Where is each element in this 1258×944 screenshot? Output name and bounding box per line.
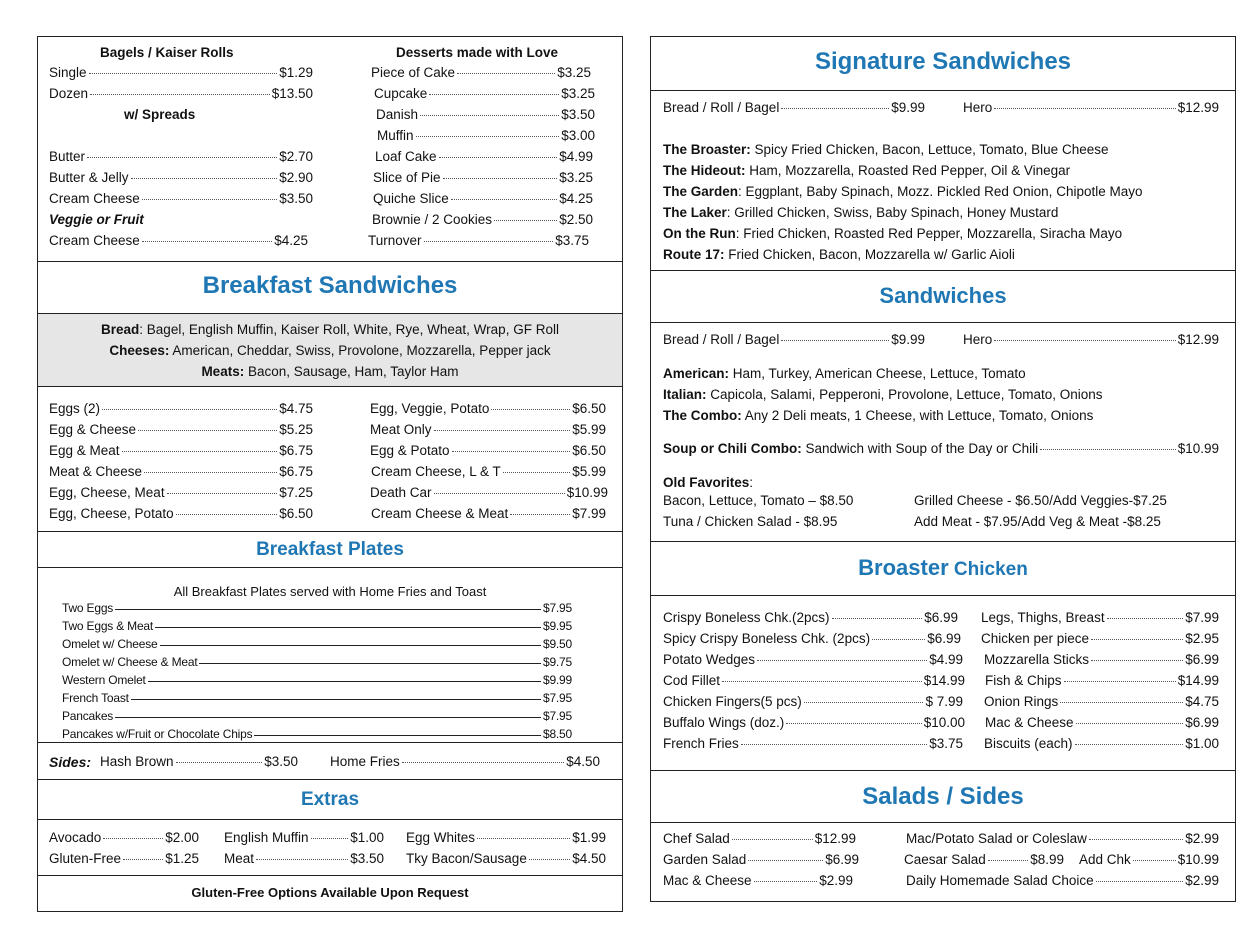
menu-item: Egg & Cheese $5.25 bbox=[49, 422, 313, 437]
menu-item: Caesar Salad $8.99 bbox=[904, 852, 1064, 867]
menu-item: Spicy Crispy Boneless Chk. (2pcs) $6.99 bbox=[663, 631, 961, 646]
menu-item: Bread / Roll / Bagel $9.99 bbox=[663, 100, 925, 115]
menu-item: Dozen $13.50 bbox=[49, 86, 313, 101]
menu-item: Piece of Cake $3.25 bbox=[371, 65, 591, 80]
menu-item: Mac & Cheese $6.99 bbox=[985, 715, 1219, 730]
menu-item: Slice of Pie $3.25 bbox=[373, 170, 593, 185]
sandwich-desc: The Broaster: Spicy Fried Chicken, Bacon, Lettuce, Tomato, Blue Cheese bbox=[663, 142, 1109, 157]
menu-item: Potato Wedges $4.99 bbox=[663, 652, 963, 667]
menu-item: Omelet w/ Cheese & Meat $9.75 bbox=[62, 655, 572, 669]
menu-item: Quiche Slice $4.25 bbox=[373, 191, 593, 206]
menu-item: Egg, Cheese, Meat $7.25 bbox=[49, 485, 313, 500]
menu-item: Cod Fillet $14.99 bbox=[663, 673, 965, 688]
menu-item: Meat & Cheese $6.75 bbox=[49, 464, 313, 479]
sandwich-desc: The Garden: Eggplant, Baby Spinach, Mozz. Pickled Red Onion, Chipotle Mayo bbox=[663, 184, 1143, 199]
meat-options: Meats: Bacon, Sausage, Ham, Taylor Ham bbox=[201, 364, 459, 379]
menu-item: Egg & Potato $6.50 bbox=[370, 443, 606, 458]
bagels-heading: Bagels / Kaiser Rolls bbox=[100, 45, 234, 60]
bagels-desserts-section bbox=[38, 37, 622, 261]
veggie-heading: Veggie or Fruit bbox=[49, 212, 144, 227]
menu-item: Turnover $3.75 bbox=[368, 233, 589, 248]
menu-item: Chicken Fingers(5 pcs) $ 7.99 bbox=[663, 694, 963, 709]
menu-item: Bread / Roll / Bagel $9.99 bbox=[663, 332, 925, 347]
menu-item: Mac/Potato Salad or Coleslaw $2.99 bbox=[906, 831, 1219, 846]
menu-item: Muffin $3.00 bbox=[377, 128, 595, 143]
menu-item: Buffalo Wings (doz.) $10.00 bbox=[663, 715, 965, 730]
menu-item: Danish $3.50 bbox=[376, 107, 595, 122]
desserts-heading: Desserts made with Love bbox=[396, 45, 559, 60]
breakfast-options-box bbox=[38, 313, 622, 387]
sandwiches-body bbox=[651, 322, 1235, 542]
menu-item: Add Chk $10.99 bbox=[1079, 852, 1219, 867]
sandwich-desc: American: Ham, Turkey, American Cheese, Lettuce, Tomato bbox=[663, 366, 1026, 381]
right-menu-panel bbox=[650, 36, 1236, 902]
menu-item: Single $1.29 bbox=[49, 65, 313, 80]
menu-item: Two Eggs & Meat $9.95 bbox=[62, 619, 572, 633]
menu-item: Butter $2.70 bbox=[49, 149, 313, 164]
signature-sandwiches-header bbox=[651, 37, 1235, 90]
menu-item: Egg & Meat $6.75 bbox=[49, 443, 313, 458]
old-favorite: Bacon, Lettuce, Tomato – $8.50 bbox=[663, 493, 854, 508]
breakfast-sandwiches-header bbox=[38, 261, 622, 314]
sandwich-desc: The Combo: Any 2 Deli meats, 1 Cheese, with Lettuce, Tomato, Onions bbox=[663, 408, 1094, 423]
menu-item: Egg, Veggie, Potato $6.50 bbox=[370, 401, 606, 416]
menu-item: Western Omelet $9.99 bbox=[62, 673, 572, 687]
menu-item: Meat $3.50 bbox=[224, 851, 384, 866]
breakfast-plates-header bbox=[38, 531, 622, 568]
broaster-chicken-list bbox=[651, 595, 1235, 771]
sandwich-desc: The Laker: Grilled Chicken, Swiss, Baby Spinach, Honey Mustard bbox=[663, 205, 1059, 220]
menu-item: Avocado $2.00 bbox=[49, 830, 199, 845]
menu-item: Mac & Cheese $2.99 bbox=[663, 873, 853, 888]
plates-note: All Breakfast Plates served with Home Fries and Toast bbox=[173, 584, 487, 599]
menu-item: Gluten-Free $1.25 bbox=[49, 851, 199, 866]
sandwich-desc: Italian: Capicola, Salami, Pepperoni, Provolone, Lettuce, Tomato, Onions bbox=[663, 387, 1103, 402]
section-title: Sandwiches bbox=[879, 283, 1007, 308]
menu-item: Meat Only $5.99 bbox=[370, 422, 606, 437]
extras-list bbox=[38, 819, 622, 876]
menu-item: Chicken per piece $2.95 bbox=[981, 631, 1219, 646]
sandwich-desc: Route 17: Fried Chicken, Bacon, Mozzarella w/ Garlic Aioli bbox=[663, 247, 1015, 262]
left-menu-panel bbox=[37, 36, 623, 912]
section-title: Breakfast Plates bbox=[256, 539, 404, 560]
menu-item: Loaf Cake $4.99 bbox=[375, 149, 593, 164]
section-title: Breakfast Sandwiches bbox=[202, 272, 458, 299]
soup-combo: Soup or Chili Combo: Sandwich with Soup of the Day or Chili $10.99 bbox=[663, 441, 1219, 456]
menu-item: Garden Salad $6.99 bbox=[663, 852, 859, 867]
section-title: Signature Sandwiches bbox=[814, 48, 1072, 75]
menu-item: Brownie / 2 Cookies $2.50 bbox=[372, 212, 593, 227]
menu-item: Daily Homemade Salad Choice $2.99 bbox=[906, 873, 1219, 888]
extras-header bbox=[38, 779, 622, 820]
gluten-free-footer bbox=[38, 875, 622, 912]
menu-item: Biscuits (each) $1.00 bbox=[984, 736, 1219, 751]
bread-options: Bread: Bagel, English Muffin, Kaiser Roll, White, Rye, Wheat, Wrap, GF Roll bbox=[101, 322, 559, 337]
menu-item: Chef Salad $12.99 bbox=[663, 831, 856, 846]
section-title: Broaster Chicken bbox=[858, 555, 1028, 580]
menu-item: French Fries $3.75 bbox=[663, 736, 963, 751]
menu-item: Legs, Thighs, Breast $7.99 bbox=[981, 610, 1219, 625]
menu-item: Hero $12.99 bbox=[963, 100, 1219, 115]
broaster-chicken-header bbox=[651, 541, 1235, 596]
section-title: Salads / Sides bbox=[862, 783, 1024, 810]
sandwiches-header bbox=[651, 270, 1235, 323]
menu-item: Tky Bacon/Sausage $4.50 bbox=[406, 851, 606, 866]
menu-item: Cream Cheese, L & T $5.99 bbox=[371, 464, 606, 479]
menu-item: Pancakes $7.95 bbox=[62, 709, 572, 723]
sides-row bbox=[38, 742, 622, 780]
sandwich-desc: The Hideout: Ham, Mozzarella, Roasted Red Pepper, Oil & Vinegar bbox=[663, 163, 1071, 178]
menu-item: Death Car $10.99 bbox=[370, 485, 608, 500]
menu-item: Omelet w/ Cheese $9.50 bbox=[62, 637, 572, 651]
menu-item: Eggs (2) $4.75 bbox=[49, 401, 313, 416]
menu-item: Fish & Chips $14.99 bbox=[985, 673, 1219, 688]
menu-item: Egg, Cheese, Potato $6.50 bbox=[49, 506, 313, 521]
old-favorite: Tuna / Chicken Salad - $8.95 bbox=[663, 514, 838, 529]
old-favorite: Add Meat - $7.95/Add Veg & Meat -$8.25 bbox=[914, 514, 1161, 529]
salads-sides-header bbox=[651, 770, 1235, 823]
menu-item: Cream Cheese & Meat $7.99 bbox=[371, 506, 606, 521]
cheese-options: Cheeses: American, Cheddar, Swiss, Provolone, Mozzarella, Pepper jack bbox=[109, 343, 551, 358]
menu-item: Mozzarella Sticks $6.99 bbox=[984, 652, 1219, 667]
spreads-heading: w/ Spreads bbox=[124, 107, 196, 122]
old-favorite: Grilled Cheese - $6.50/Add Veggies-$7.25 bbox=[914, 493, 1167, 508]
sides-label: Sides: bbox=[49, 754, 92, 770]
footer-note: Gluten-Free Options Available Upon Request bbox=[191, 885, 469, 900]
salads-sides-list bbox=[651, 822, 1235, 902]
old-favorites-heading: Old Favorites: bbox=[663, 475, 754, 490]
menu-item: Butter & Jelly $2.90 bbox=[49, 170, 313, 185]
menu-item: Two Eggs $7.95 bbox=[62, 601, 572, 615]
menu-item: Cream Cheese $4.25 bbox=[49, 233, 308, 248]
breakfast-plates-list bbox=[38, 567, 622, 743]
menu-item: Egg Whites $1.99 bbox=[406, 830, 606, 845]
section-title: Extras bbox=[300, 789, 360, 810]
menu-item: Hash Brown $3.50 bbox=[100, 754, 298, 769]
menu-item: Crispy Boneless Chk.(2pcs) $6.99 bbox=[663, 610, 958, 625]
menu-item: Cream Cheese $3.50 bbox=[49, 191, 313, 206]
menu-item: English Muffin $1.00 bbox=[224, 830, 384, 845]
breakfast-sandwich-prices bbox=[38, 386, 622, 532]
menu-item: Home Fries $4.50 bbox=[330, 754, 600, 769]
menu-item: Cupcake $3.25 bbox=[374, 86, 595, 101]
menu-item: Pancakes w/Fruit or Chocolate Chips $8.50 bbox=[62, 727, 572, 741]
sandwich-desc: On the Run: Fried Chicken, Roasted Red Pepper, Mozzarella, Siracha Mayo bbox=[663, 226, 1123, 241]
menu-item: Hero $12.99 bbox=[963, 332, 1219, 347]
menu-item: French Toast $7.95 bbox=[62, 691, 572, 705]
signature-sandwiches-body bbox=[651, 90, 1235, 271]
menu-item: Onion Rings $4.75 bbox=[984, 694, 1219, 709]
